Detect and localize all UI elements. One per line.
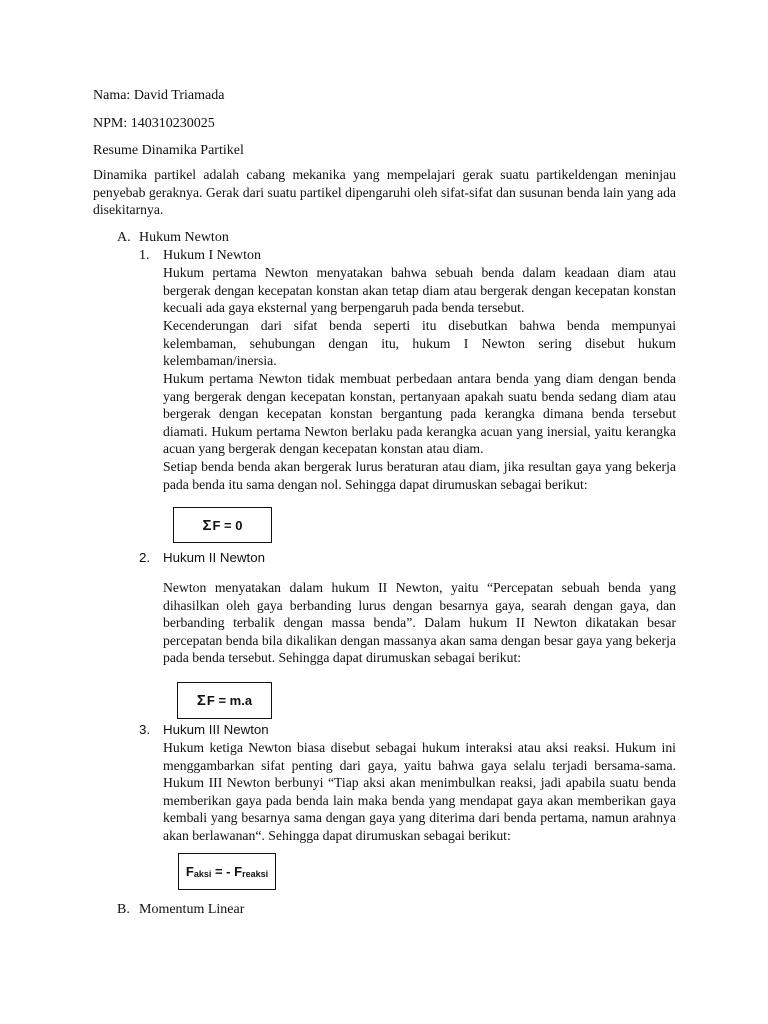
item-1-paragraph-4: Setiap benda benda akan bergerak lurus beraturan atau diam, jika resultan gaya yang bekerja pada benda itu sama dengan nol. Sehingga dapat dirumuskan sebagai berikut: xyxy=(163,459,676,492)
section-a-marker: A. xyxy=(117,230,131,245)
item-2-marker: 2. xyxy=(139,550,151,565)
formula-box-2 xyxy=(177,682,272,719)
sigma-symbol: Σ xyxy=(196,692,206,709)
formula-3-equals: = - xyxy=(211,864,235,879)
student-name: Nama: David Triamada xyxy=(93,88,225,103)
item-1-marker: 1. xyxy=(139,248,150,263)
item-1-paragraph-2: Kecenderungan dari sifat benda seperti itu disebutkan bahwa benda mempunyai kelembaman, sehubungan dengan itu, hukum I Newton sering disebut hukum kelembaman/inersia. xyxy=(163,318,676,369)
formula-1-text: F = 0 xyxy=(212,517,243,533)
intro-paragraph: Dinamika partikel adalah cabang mekanika yang mempelajari gerak suatu partikeldengan meninjau penyebab geraknya. Gerak dari suatu partikel dipengaruhi oleh sifat-sifat dan susunan benda lain yang ada disekitarnya. xyxy=(93,167,676,218)
section-b-title: Momentum Linear xyxy=(139,902,245,917)
formula-box-1 xyxy=(173,507,272,543)
section-b-marker: B. xyxy=(117,902,130,917)
item-3-title: Hukum III Newton xyxy=(163,722,269,737)
item-1-paragraph-3: Hukum pertama Newton tidak membuat perbedaan antara benda yang diam dengan benda yang bergerak dengan kecepatan konstan, pertanyaan apakah suatu benda sedang diam atau bergerak dengan kecepatan konstan bergantung pada kerangka dimana benda tersebut diamati. Hukum pertama Newton berlaku pada kerangka acuan yang inersial, yaitu kerangka acuan yang bergerak dengan kecepatan konstan atau diam. xyxy=(163,371,676,457)
item-2-paragraph-1: Newton menyatakan dalam hukum II Newton, yaitu “Percepatan sebuah benda yang dihasilkan oleh gaya berbanding lurus dengan besarnya gaya, searah dengan gaya, dan berbanding terbalik dengan massa benda”. Dalam hukum II Newton dikatakan besar percepatan benda bila dikalikan dengan massanya akan sama dengan besar gaya yang bekerja pada benda tersebut. Sehingga dapat dirumuskan sebagai berikut: xyxy=(163,580,676,666)
sigma-symbol: Σ xyxy=(202,516,212,534)
formula-2-text: F = m.a xyxy=(206,693,253,708)
item-1-title: Hukum I Newton xyxy=(163,248,261,263)
item-3-marker: 3. xyxy=(139,722,151,737)
formula-box-3 xyxy=(178,853,276,890)
document-title: Resume Dinamika Partikel xyxy=(93,143,244,158)
item-1-paragraph-1: Hukum pertama Newton menyatakan bahwa sebuah benda dalam keadaan diam atau bergerak dengan kecepatan konstan akan tetap diam atau bergerak dengan kecepatan konstan kecuali ada gaya eksternal yang berpengaruh pada benda tersebut. xyxy=(163,265,676,316)
formula-3-force-reaksi: $F_{reaksi}$ xyxy=(234,864,269,879)
student-npm: NPM: 140310230025 xyxy=(93,116,215,131)
item-2-title: Hukum II Newton xyxy=(163,550,265,565)
section-a-title: Hukum Newton xyxy=(139,230,229,245)
item-3-paragraph-1: Hukum ketiga Newton biasa disebut sebagai hukum interaksi atau aksi reaksi. Hukum ini menggambarkan sifat penting dari gaya, yaitu bahwa gaya selalu terjadi bersama-sama. Hukum III Newton berbunyi “Tiap aksi akan menimbulkan reaksi, jadi apabila suatu benda memberikan gaya pada benda lain maka benda yang mendapat gaya akan memberikan gaya kembali yang besarnya sama dengan gaya yang diterima dari benda pertama, namun arahnya akan berlawanan“. Sehingga dapat dirumuskan sebagai berikut: xyxy=(163,740,676,843)
formula-3-force-aksi: $F_{aksi}$ xyxy=(185,864,212,879)
